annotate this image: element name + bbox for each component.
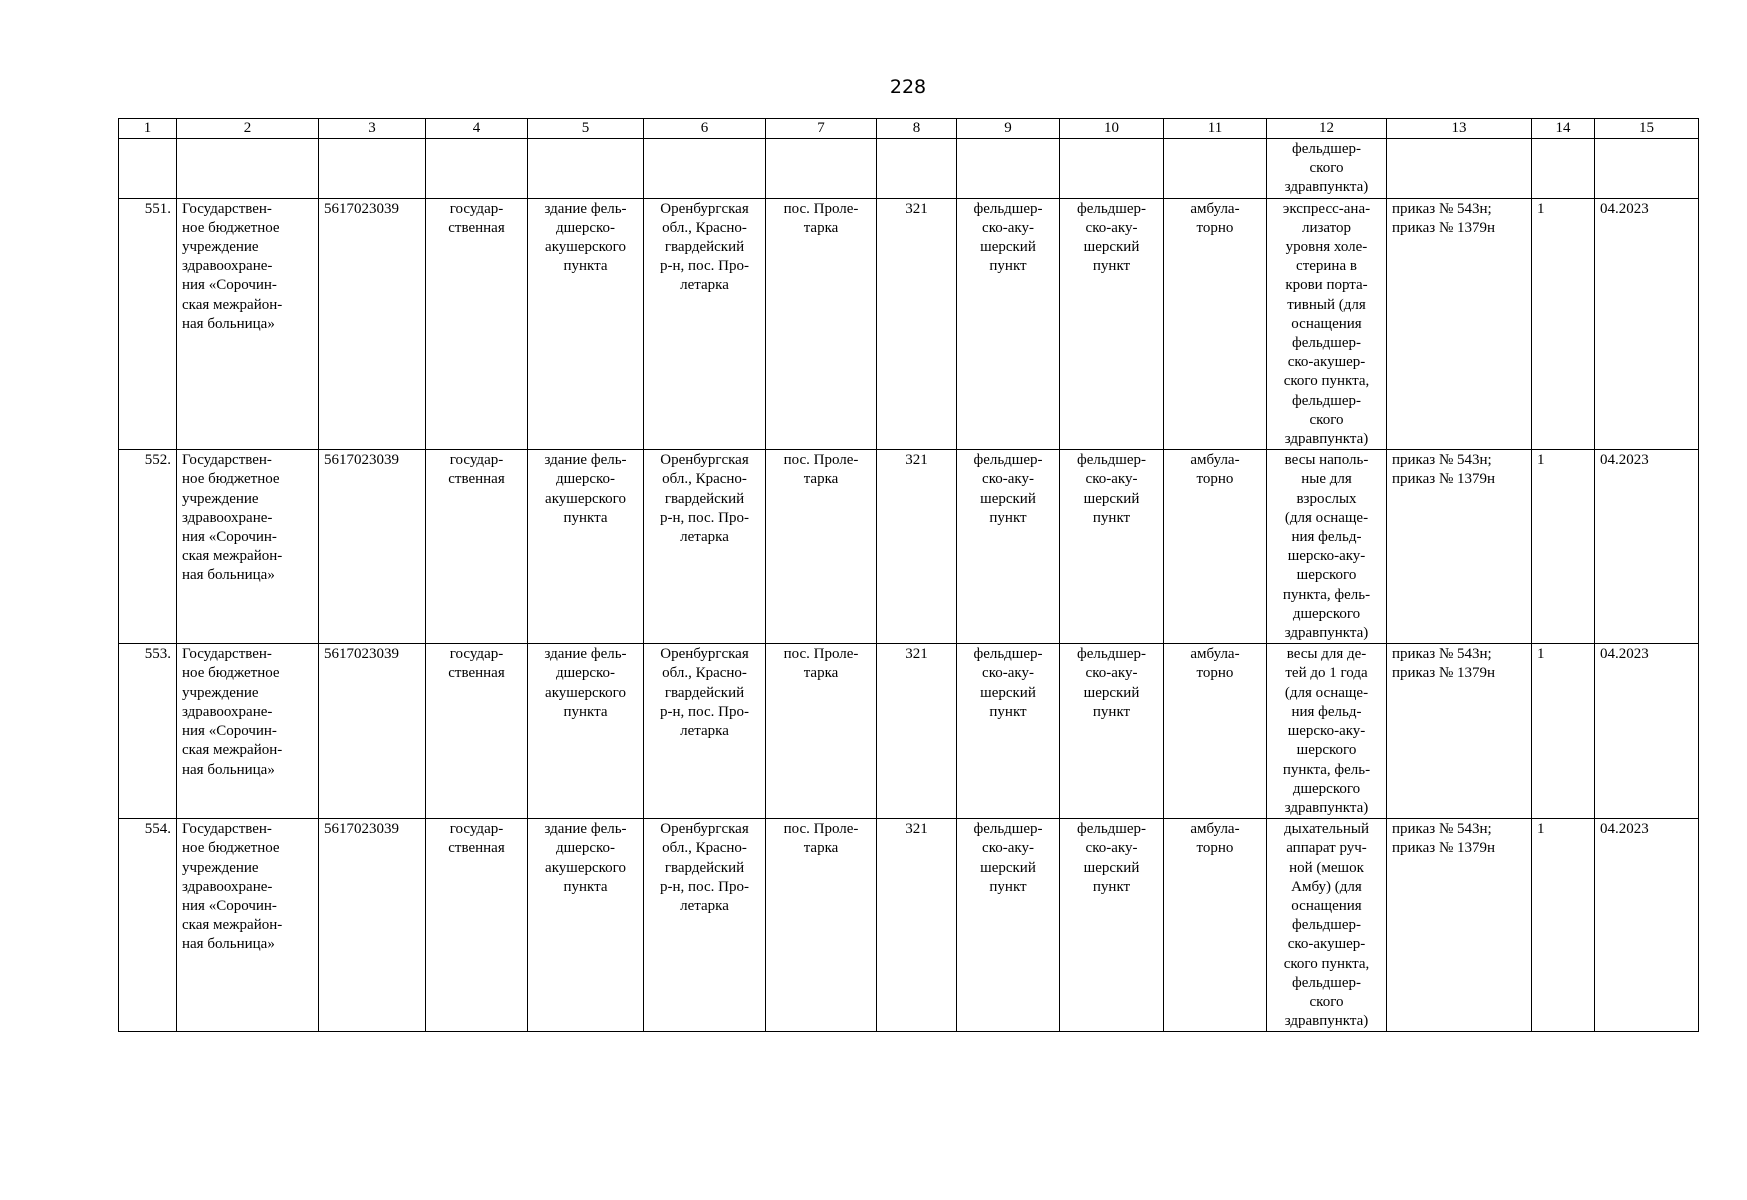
cell [877,139,957,199]
column-header: 8 [877,119,957,139]
column-header: 12 [1267,119,1387,139]
ownership-cell: государ- ственная [426,450,528,644]
facility-type-cell: фельдшер- ско-аку- шерский пункт [1060,644,1164,819]
building-cell: здание фель- дшерско- акушерского пункта [528,198,644,450]
column-header: 10 [1060,119,1164,139]
equipment-cell: дыхательный аппарат руч- ной (мешок Амбу) (для оснащения фельдшер- ско-акушер- ского пункта, фельдшер- ского здравпункта) [1267,819,1387,1032]
ownership-cell: государ- ственная [426,819,528,1032]
quantity-cell: 1 [1532,198,1595,450]
equipment-cell: весы для де- тей до 1 года (для оснаще- ния фельд- шерско-аку- шерского пункта, фель- дшерского здравпункта) [1267,644,1387,819]
equipment-table [118,118,1699,1032]
date-cell: 04.2023 [1595,644,1699,819]
orders-cell: приказ № 543н; приказ № 1379н [1387,198,1532,450]
ownership-cell: государ- ственная [426,198,528,450]
column-header: 2 [177,119,319,139]
address-cell: Оренбургская обл., Красно- гвардейский р-н, пос. Про- летарка [644,644,766,819]
building-cell: здание фель- дшерско- акушерского пункта [528,644,644,819]
row-number-cell: 553. [119,644,177,819]
column-header: 11 [1164,119,1267,139]
address-cell: Оренбургская обл., Красно- гвардейский р-н, пос. Про- летарка [644,450,766,644]
care-condition-cell: амбула- торно [1164,819,1267,1032]
address-cell: Оренбургская обл., Красно- гвардейский р-н, пос. Про- летарка [644,819,766,1032]
code-cell: 321 [877,644,957,819]
cell [957,139,1060,199]
column-header: 1 [119,119,177,139]
locality-cell: пос. Проле- тарка [766,450,877,644]
cell [528,139,644,199]
cell [1595,139,1699,199]
row-number-cell: 552. [119,450,177,644]
locality-cell: пос. Проле- тарка [766,819,877,1032]
organization-cell: Государствен- ное бюджетное учреждение здравоохране- ния «Сорочин- ская межрайон- ная больница» [177,644,319,819]
date-cell: 04.2023 [1595,198,1699,450]
quantity-cell: 1 [1532,450,1595,644]
facility-type-cell: фельдшер- ско-аку- шерский пункт [1060,819,1164,1032]
date-cell: 04.2023 [1595,819,1699,1032]
row-number-cell: 551. [119,198,177,450]
equipment-cell: экспресс-ана- лизатор уровня холе- стерина в крови порта- тивный (для оснащения фельдшер- ско-акушер- ского пункта, фельдшер- ского здравпункта) [1267,198,1387,450]
orders-cell: приказ № 543н; приказ № 1379н [1387,644,1532,819]
care-condition-cell: амбула- торно [1164,198,1267,450]
address-cell: Оренбургская обл., Красно- гвардейский р-н, пос. Про- летарка [644,198,766,450]
row-number-cell: 554. [119,819,177,1032]
inn-cell: 5617023039 [319,198,426,450]
organization-cell: Государствен- ное бюджетное учреждение здравоохране- ния «Сорочин- ская межрайон- ная больница» [177,450,319,644]
organization-cell: Государствен- ное бюджетное учреждение здравоохране- ния «Сорочин- ская межрайон- ная больница» [177,198,319,450]
care-condition-cell: амбула- торно [1164,644,1267,819]
equipment-cell: весы наполь- ные для взрослых (для оснаще- ния фельд- шерско-аку- шерского пункта, фель- дшерского здравпункта) [1267,450,1387,644]
column-header: 4 [426,119,528,139]
column-header: 7 [766,119,877,139]
cell [1387,139,1532,199]
facility-type-cell: фельдшер- ско-аку- шерский пункт [957,644,1060,819]
table-row [119,644,1699,819]
cell [1532,139,1595,199]
column-header: 3 [319,119,426,139]
organization-cell: Государствен- ное бюджетное учреждение здравоохране- ния «Сорочин- ская межрайон- ная больница» [177,819,319,1032]
cell [1060,139,1164,199]
inn-cell: 5617023039 [319,819,426,1032]
quantity-cell: 1 [1532,644,1595,819]
column-number-row [119,119,1699,139]
table-row [119,450,1699,644]
code-cell: 321 [877,450,957,644]
cell [426,139,528,199]
column-header: 5 [528,119,644,139]
cell [119,139,177,199]
cell [177,139,319,199]
cell [1164,139,1267,199]
table-row [119,198,1699,450]
equipment-cell: фельдшер- ского здравпункта) [1267,139,1387,199]
cell [766,139,877,199]
facility-type-cell: фельдшер- ско-аку- шерский пункт [957,450,1060,644]
facility-type-cell: фельдшер- ско-аку- шерский пункт [1060,450,1164,644]
column-header: 6 [644,119,766,139]
facility-type-cell: фельдшер- ско-аку- шерский пункт [957,198,1060,450]
orders-cell: приказ № 543н; приказ № 1379н [1387,450,1532,644]
quantity-cell: 1 [1532,819,1595,1032]
inn-cell: 5617023039 [319,450,426,644]
table-row [119,819,1699,1032]
column-header: 14 [1532,119,1595,139]
building-cell: здание фель- дшерско- акушерского пункта [528,819,644,1032]
continuation-row [119,139,1699,199]
column-header: 15 [1595,119,1699,139]
facility-type-cell: фельдшер- ско-аку- шерский пункт [957,819,1060,1032]
column-header: 9 [957,119,1060,139]
code-cell: 321 [877,819,957,1032]
facility-type-cell: фельдшер- ско-аку- шерский пункт [1060,198,1164,450]
care-condition-cell: амбула- торно [1164,450,1267,644]
column-header: 13 [1387,119,1532,139]
cell [644,139,766,199]
locality-cell: пос. Проле- тарка [766,644,877,819]
cell [319,139,426,199]
code-cell: 321 [877,198,957,450]
inn-cell: 5617023039 [319,644,426,819]
building-cell: здание фель- дшерско- акушерского пункта [528,450,644,644]
ownership-cell: государ- ственная [426,644,528,819]
page-number: 228 [889,76,927,98]
date-cell: 04.2023 [1595,450,1699,644]
locality-cell: пос. Проле- тарка [766,198,877,450]
orders-cell: приказ № 543н; приказ № 1379н [1387,819,1532,1032]
